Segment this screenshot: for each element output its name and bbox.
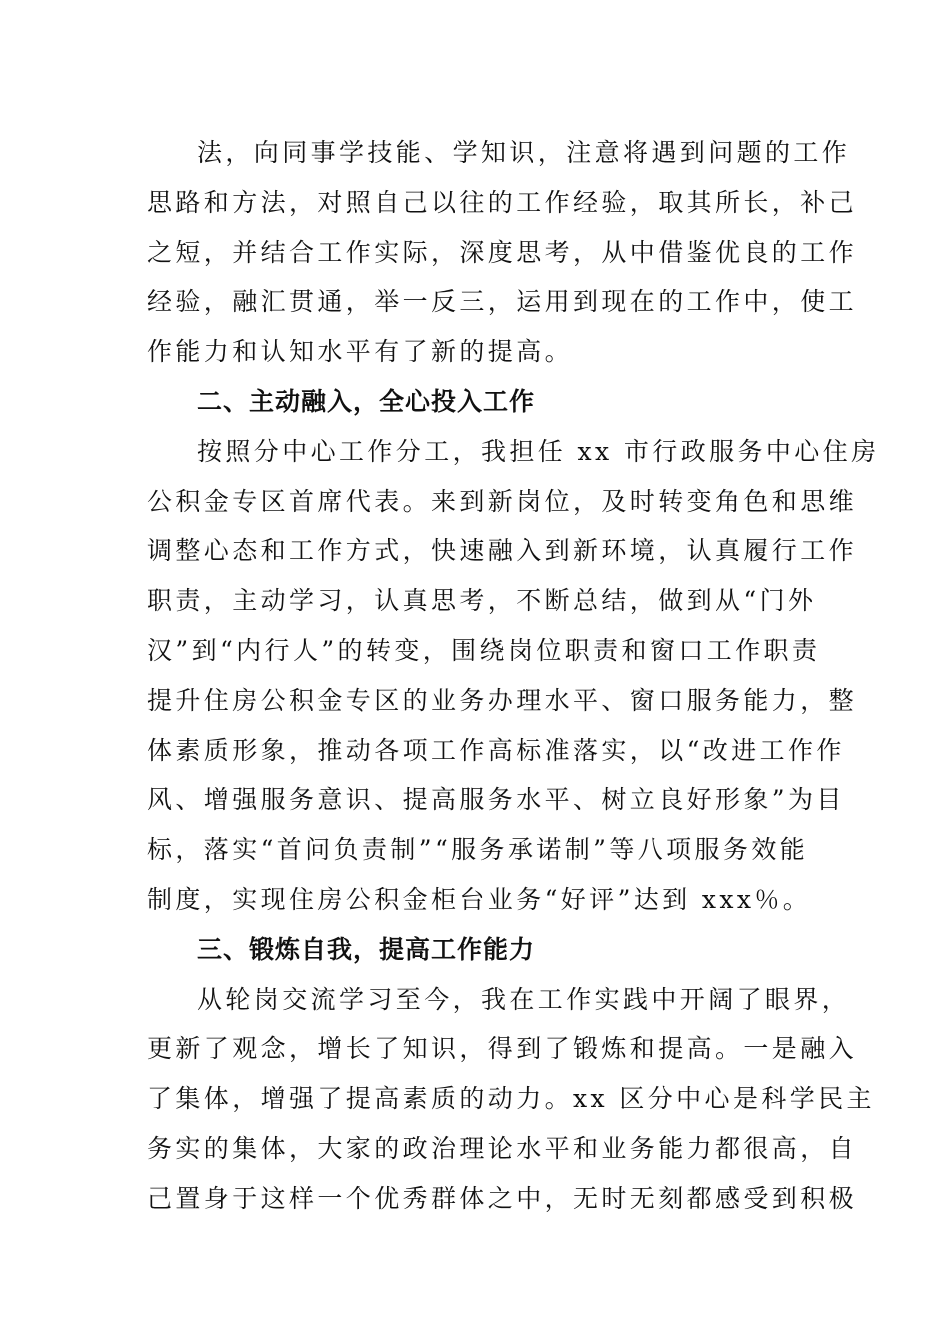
paragraph-line: 汉”到“内行人”的转变，围绕岗位职责和窗口工作职责: [147, 635, 821, 665]
paragraph-line: 己置身于这样一个优秀群体之中，无时无刻都感受到积极: [147, 1183, 858, 1213]
paragraph-line: 之短，并结合工作实际，深度思考，从中借鉴优良的工作: [147, 237, 858, 267]
paragraph-line: 公积金专区首席代表。来到新岗位，及时转变角色和思维: [147, 486, 858, 516]
paragraph-line: 按照分中心工作分工，我担任 xx 市行政服务中心住房: [197, 436, 880, 466]
paragraph-line: 法，向同事学技能、学知识，注意将遇到问题的工作: [197, 138, 851, 167]
paragraph-line: 思路和方法，对照自己以往的工作经验，取其所长，补己: [147, 187, 858, 217]
paragraph-line: 务实的集体，大家的政治理论水平和业务能力都很高，自: [147, 1133, 858, 1163]
paragraph-line: 作能力和认知水平有了新的提高。: [147, 337, 574, 367]
section-heading: 三、锻炼自我，提高工作能力: [197, 934, 536, 964]
paragraph-line: 标，落实“首问负责制”“服务承诺制”等八项服务效能: [147, 835, 809, 865]
paragraph-line: 体素质形象，推动各项工作高标准落实，以“改进工作作: [147, 735, 845, 765]
paragraph-line: 职责，主动学习，认真思考，不断总结，做到从“门外: [147, 586, 817, 616]
section-heading: 二、主动融入，全心投入工作: [197, 386, 536, 416]
paragraph-line: 经验，融汇贯通，举一反三，运用到现在的工作中，使工: [147, 287, 858, 317]
paragraph-line: 从轮岗交流学习至今，我在工作实践中开阔了眼界，: [197, 984, 851, 1014]
paragraph-line: 更新了观念，增长了知识，得到了锻炼和提高。一是融入: [147, 1034, 858, 1064]
paragraph-line: 提升住房公积金专区的业务办理水平、窗口服务能力，整: [147, 685, 858, 715]
paragraph-line: 调整心态和工作方式，快速融入到新环境，认真履行工作: [147, 536, 858, 566]
paragraph-line: 风、增强服务意识、提高服务水平、树立良好形象”为目: [147, 785, 845, 815]
paragraph-line: 了集体，增强了提高素质的动力。xx 区分中心是科学民主: [147, 1084, 875, 1114]
paragraph-line: 制度，实现住房公积金柜台业务“好评”达到 xxx％。: [147, 884, 812, 914]
document-body: [147, 128, 880, 1224]
